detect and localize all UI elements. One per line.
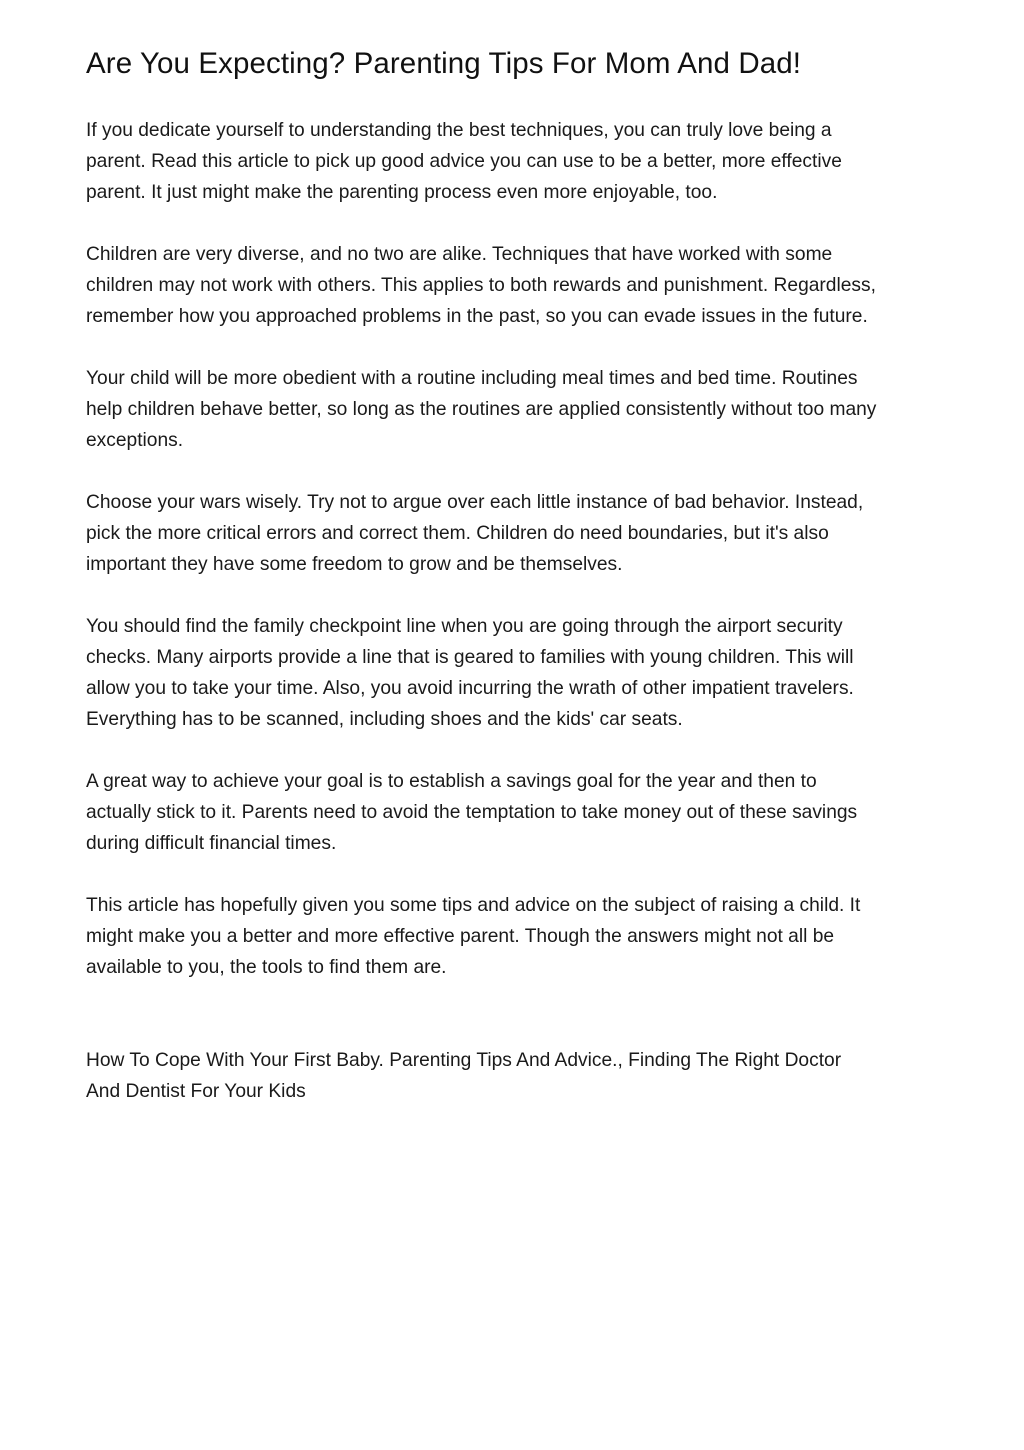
paragraph-routine: Your child will be more obedient with a routine including meal times and bed time. Routines help children behave better, so long as the routines are applied consistently without too many exceptions. <box>86 368 877 451</box>
paragraph-airport: You should find the family checkpoint line when you are going through the airport security checks. Many airports provide a line that is geared to families with young children. This will allow you to take your time. Also, you avoid incurring the wrath of other impatient travelers. Everything has to be scanned, including shoes and the kids' car seats. <box>86 616 854 730</box>
document-content <box>86 44 944 1107</box>
article-body <box>86 115 944 983</box>
paragraph-conclusion: This article has hopefully given you some tips and advice on the subject of raising a child. It might make you a better and more effective parent. Though the answers might not all be available to you, the tools to find them are. <box>86 895 861 978</box>
paragraph-intro: If you dedicate yourself to understanding the best techniques, you can truly love being a parent. Read this article to pick up good advice you can use to be a better, more effective parent. It just might make the parenting process even more enjoyable, too. <box>86 120 842 203</box>
related-articles: How To Cope With Your First Baby. Parenting Tips And Advice., Finding The Right Doctor And Dentist For Your Kids <box>86 1050 842 1102</box>
paragraph-choose-wars: Choose your wars wisely. Try not to argue over each little instance of bad behavior. Instead, pick the more critical errors and correct them. Children do need boundaries, but it's also important they have some freedom to grow and be themselves. <box>86 492 864 575</box>
paragraph-diversity: Children are very diverse, and no two are alike. Techniques that have worked with some children may not work with others. This applies to both rewards and punishment. Regardless, remember how you approached problems in the past, so you can evade issues in the future. <box>86 244 876 327</box>
paragraph-savings: A great way to achieve your goal is to establish a savings goal for the year and then to actually stick to it. Parents need to avoid the temptation to take money out of these savings during difficult financial times. <box>86 771 858 854</box>
page-title: Are You Expecting? Parenting Tips For Mom And Dad! <box>86 47 802 80</box>
